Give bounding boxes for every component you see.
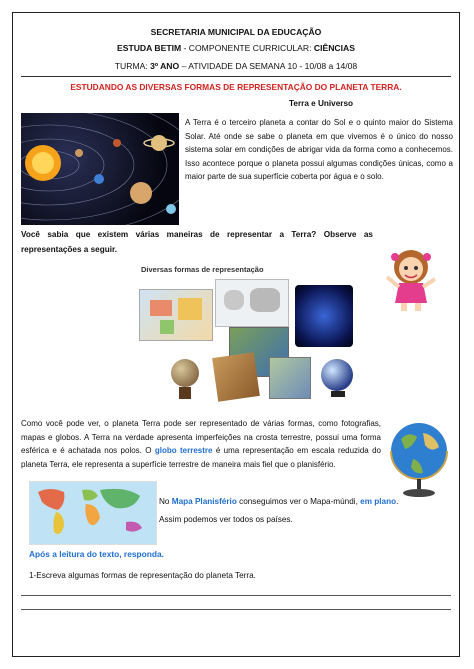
map-paragraph [159, 493, 449, 529]
paragraph-part-2: é uma representação em escala reduzida do planeta Terra, ele representa a superfície terrestre de maneira mais fiel que o planisfério. [21, 446, 381, 469]
solar-system-illustration [21, 113, 179, 225]
globe-illustration [387, 417, 451, 499]
grayscale-map-thumb [215, 279, 289, 327]
header-line-2 [13, 43, 459, 53]
header-week: – ATIVIDADE DA SEMANA 10 - 10/08 a 14/08 [179, 61, 358, 71]
header-school: ESTUDA BETIM [117, 43, 182, 53]
section-subtitle: Terra e Universo [289, 99, 354, 108]
map-text-1: No [159, 497, 172, 506]
ancient-map-thumb [212, 352, 260, 401]
header-line-1: SECRETARIA MUNICIPAL DA EDUCAÇÃO [150, 27, 322, 37]
solar-system-image [21, 113, 179, 225]
exercise-question: 1-Escreva algumas formas de representação do planeta Terra. [29, 571, 256, 580]
map-text-line-2: Assim podemos ver todos os países. [159, 515, 293, 524]
representations-collage [131, 263, 361, 415]
answer-line-2[interactable] [21, 609, 451, 610]
map-term: Mapa Planisfério [171, 497, 237, 506]
globe-term: globo terrestre [154, 446, 213, 455]
question-paragraph: Você sabia que existem várias maneiras de representar a Terra? Observe as representações a seguir. [21, 230, 373, 254]
header-line-3 [13, 61, 459, 71]
modern-globe-thumb [321, 359, 353, 391]
flat-map-thumb [139, 289, 213, 341]
header-class-label: TURMA: [114, 61, 151, 71]
header-class: 3º ANO [150, 61, 180, 71]
map-text-2: conseguimos ver o Mapa-múndi, [236, 497, 361, 506]
flat-term: em plano [360, 497, 397, 506]
answer-line-1[interactable] [21, 595, 451, 596]
satellite-map-thumb [269, 357, 311, 399]
instruction-text: Após a leitura do texto, responda. [29, 549, 164, 559]
night-earth-thumb [295, 285, 353, 347]
header-subject: CIÊNCIAS [313, 43, 355, 53]
intro-paragraph: A Terra é o terceiro planeta a contar do Sol e o quinto maior do Sistema Solar. Até onde se sabe o planeta em que vivemos é o único do nosso sistema solar em condições de abrigar vida da forma como a conhecemos. Isso acontece porque o planeta possui algumas condições únicas, como a maior parte de sua superfície coberta por água e o solo. [185, 118, 453, 181]
representation-paragraph [21, 417, 381, 471]
world-map-illustration [30, 482, 156, 544]
antique-globe-thumb [171, 359, 199, 387]
worksheet-page [12, 12, 460, 657]
header-divider [21, 76, 451, 77]
world-map-image [29, 481, 157, 545]
globe-image [387, 417, 451, 499]
collage-caption: Diversas formas de representação [141, 265, 264, 274]
map-text-3: . [396, 497, 399, 506]
header-component: - COMPONENTE CURRICULAR: [181, 43, 314, 53]
girl-illustration [381, 243, 441, 313]
page-title: ESTUDANDO AS DIVERSAS FORMAS DE REPRESENTAÇÃO DO PLANETA TERRA. [70, 82, 402, 92]
paragraph-part-1: Como você pode ver, o planeta Terra pode ser representado de várias formas, como fotografias, mapas e globos. A Terra na verdade apresenta imperfeições na crosta terrestre, possui uma forma esférica e é achatada nos polos. O [21, 419, 381, 455]
cartoon-girl-image [381, 243, 441, 313]
